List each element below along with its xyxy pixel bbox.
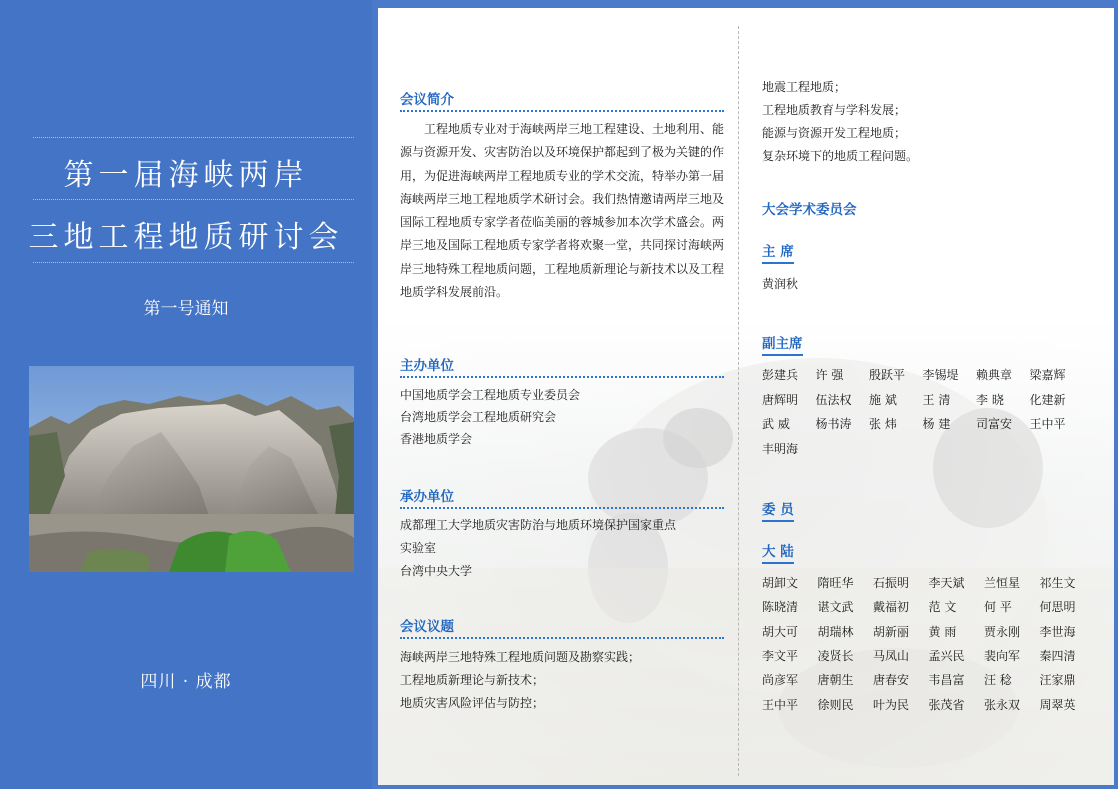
person-name: 杨书涛: [815, 417, 852, 431]
person-name: 汪家鼎: [1039, 673, 1076, 688]
person-name: 胡瑞林: [817, 624, 854, 639]
organizer-item: 成都理工大学地质灾害防治与地质环境保护国家重点: [400, 518, 677, 532]
person-name: 贾永刚: [984, 624, 1021, 639]
person-name: 殷跃平: [869, 368, 906, 382]
person-name: 何思明: [1039, 600, 1076, 615]
person-name: 司富安: [976, 417, 1013, 431]
topics-heading-text: 会议议题: [400, 619, 454, 635]
cover-panel: [0, 0, 372, 789]
person-name: 赖典章: [976, 368, 1013, 382]
person-name: 马凤山: [873, 648, 910, 663]
organizer-item: 实验室: [400, 541, 437, 555]
cover-title-line-2: 三地工程地质研讨会: [28, 220, 344, 255]
person-name: 王中平: [762, 697, 799, 712]
location-label: 四川 · 成都: [140, 672, 232, 692]
cover-divider-top: [33, 137, 354, 138]
person-name: 唐辉明: [762, 392, 799, 407]
person-name: 许 强: [815, 368, 844, 382]
person-name: 谌文武: [817, 600, 854, 615]
person-name: 张茂省: [928, 697, 965, 712]
column-divider: [738, 26, 739, 776]
content-panel: [378, 8, 1114, 785]
person-name: 叶为民: [873, 697, 910, 712]
organizers-heading-text: 承办单位: [400, 489, 454, 505]
cover-divider-bottom: [33, 262, 354, 263]
person-name: 李锡堤: [922, 368, 959, 382]
person-name: 胡卸文: [762, 576, 799, 590]
person-name: 祁生文: [1039, 576, 1076, 590]
person-name: 胡新丽: [873, 624, 910, 639]
person-name: 唐朝生: [817, 673, 854, 688]
person-name: 李文平: [762, 648, 799, 663]
topic-item: 地质灾害风险评估与防控；: [400, 696, 545, 710]
intro-heading-text: 会议简介: [400, 92, 454, 108]
member-list: [762, 574, 1102, 724]
host-item: 中国地质学会工程地质专业委员会: [400, 388, 581, 402]
topic-item: 海峡两岸三地特殊工程地质问题及勘察实践；: [400, 650, 641, 664]
vice-chair-heading: 副主席: [762, 332, 803, 356]
person-name: 丰明海: [762, 441, 799, 456]
topic-item: 地震工程地质；: [762, 80, 847, 94]
mainland-heading: 大 陆: [762, 540, 794, 564]
members-heading: 委 员: [762, 498, 794, 522]
host-item: 香港地质学会: [400, 432, 473, 446]
person-name: 汪 稔: [984, 673, 1012, 688]
notice-number: 第一号通知: [143, 299, 229, 319]
person-name: 李世海: [1039, 624, 1076, 639]
person-name: 范 文: [928, 600, 957, 615]
person-name: 凌贤长: [817, 648, 854, 663]
person-name: 陈晓清: [762, 600, 799, 615]
topics-heading: [400, 615, 724, 639]
person-name: 彭建兵: [762, 368, 799, 382]
person-name: 王中平: [1029, 417, 1066, 431]
person-name: 裴向军: [984, 648, 1021, 663]
person-name: 唐春安: [873, 673, 910, 688]
person-name: 戴福初: [873, 600, 910, 615]
hosts-heading: [400, 354, 724, 378]
person-name: 徐则民: [817, 697, 854, 712]
person-name: 秦四清: [1039, 648, 1076, 663]
person-name: 何 平: [984, 600, 1012, 615]
organizers-heading: [400, 485, 724, 509]
intro-paragraph: 工程地质专业对于海峡两岸三地工程建设、土地利用、能源与资源开发、灾害防治以及环境保护都起到了极为关键的作用，为促进海峡两岸工程地质专业的学术交流，特举办第一届海峡两岸三地工程地质学术研讨会。我们热情邀请两岸三地及国际工程地质专家学者莅临美丽的蓉城参加本次学术盛会。两岸三地及国际工程地质专家学者将欢聚一堂，共同探讨海峡两岸三地特殊工程地质问题，工程地质新理论与新技术以及工程地质学科发展前沿。: [400, 122, 725, 300]
person-name: 周翠英: [1039, 697, 1076, 712]
person-name: 梁嘉辉: [1029, 368, 1066, 382]
person-name: 王 清: [922, 392, 951, 407]
chair-heading: 主 席: [762, 240, 794, 264]
person-name: 胡大可: [762, 624, 799, 639]
topic-item: 复杂环境下的地质工程问题。: [762, 149, 919, 163]
topic-item: 工程地质教育与学科发展；: [762, 103, 907, 117]
topic-item: 能源与资源开发工程地质；: [762, 126, 907, 140]
person-name: 韦昌富: [928, 673, 965, 688]
person-name: 化建新: [1029, 392, 1066, 407]
mountain-photo: [29, 366, 354, 572]
person-name: 李 晓: [976, 392, 1004, 407]
topic-item: 工程地质新理论与新技术；: [400, 673, 545, 687]
person-name: 伍法权: [815, 392, 852, 407]
organizer-item: 台湾中央大学: [400, 564, 473, 578]
host-item: 台湾地质学会工程地质研究会: [400, 410, 557, 424]
person-name: 隋旺华: [817, 576, 854, 590]
person-name: 武 威: [762, 417, 790, 431]
person-name: 石振明: [873, 576, 910, 590]
committee-heading: 大会学术委员会: [762, 202, 857, 218]
person-name: 孟兴民: [928, 648, 965, 663]
person-name: 杨 建: [922, 417, 951, 431]
hosts-heading-text: 主办单位: [400, 358, 454, 374]
vice-chair-list: [762, 366, 1102, 466]
intro-heading: [400, 88, 724, 112]
chair-name: 黄润秋: [762, 277, 799, 291]
person-name: 张 炜: [869, 417, 897, 431]
person-name: 张永双: [984, 697, 1021, 712]
person-name: 兰恒星: [984, 576, 1021, 590]
cover-divider-middle: [33, 199, 354, 200]
person-name: 李天斌: [928, 576, 965, 590]
person-name: 施 斌: [869, 392, 897, 407]
cover-title-line-1: 第一届海峡两岸: [63, 158, 309, 193]
person-name: 尚彦军: [762, 673, 799, 688]
person-name: 黄 雨: [928, 624, 957, 639]
